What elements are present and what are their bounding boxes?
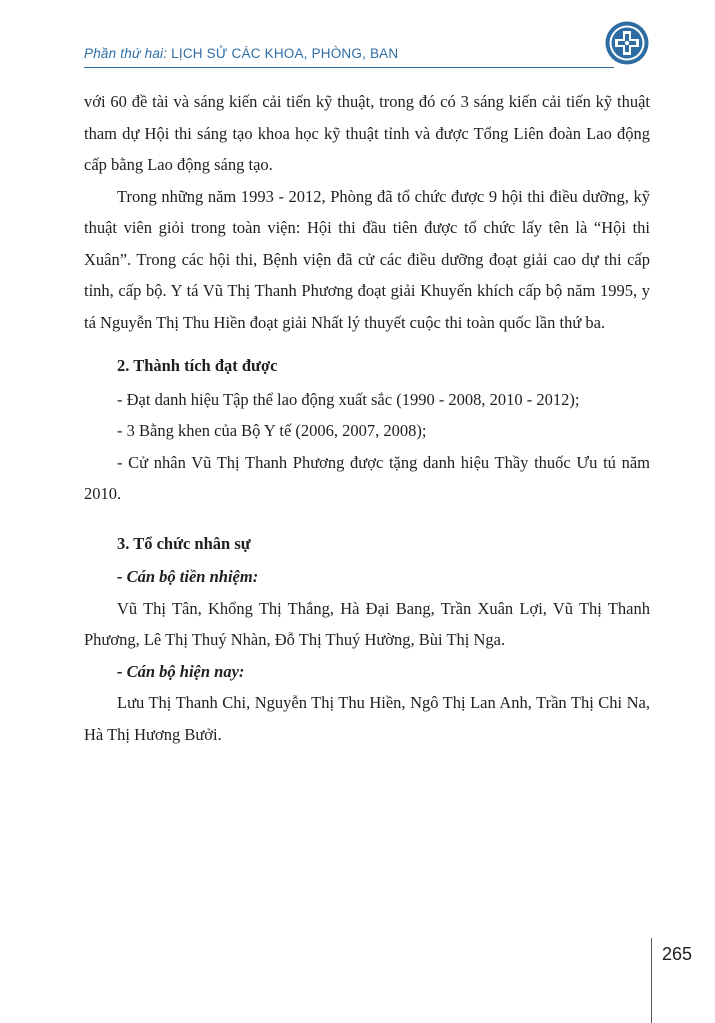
current-staff-list: Lưu Thị Thanh Chi, Nguyễn Thị Thu Hiền, Ngô Thị Lan Anh, Trần Thị Chi Na, Hà Thị Hương Bưởi. <box>84 693 650 744</box>
achievement-item: - 3 Bằng khen của Bộ Y tế (2006, 2007, 2008); <box>117 421 427 440</box>
hospital-cross-seal-icon <box>604 20 650 66</box>
header-section-title: LỊCH SỬ CÁC KHOA, PHÒNG, BAN <box>167 46 399 61</box>
paragraph-competitions: Trong những năm 1993 - 2012, Phòng đã tổ chức được 9 hội thi điều dưỡng, kỹ thuật viên giỏi trong toàn viện: Hội thi đầu tiên được tổ chức lấy tên là “Hội thi Xuân”. Trong các hội thi, Bệnh viện đã cử các điều dưỡng đoạt giải cao dự thi cấp tỉnh, cấp bộ. Y tá Vũ Thị Thanh Phương đoạt giải Khuyến khích cấp bộ năm 1995, y tá Nguyễn Thị Thu Hiền đoạt giải Nhất lý thuyết cuộc thi toàn quốc lần thứ ba. <box>84 186 650 332</box>
page-number: 265 <box>662 944 693 964</box>
subheading-current-staff: - Cán bộ hiện nay: <box>117 661 245 681</box>
page-body <box>84 86 650 750</box>
running-header <box>84 44 614 68</box>
achievement-item: - Cử nhân Vũ Thị Thanh Phương được tặng danh hiệu Thầy thuốc Ưu tú năm 2010. <box>84 452 650 503</box>
paragraph-continuation: với 60 đề tài và sáng kiến cải tiến kỹ thuật, trong đó có 3 sáng kiến cải tiến kỹ thuật tham dự Hội thi sáng tạo khoa học kỹ thuật tỉnh và được Tổng Liên đoàn Lao động cấp bằng Lao động sáng tạo. <box>84 92 650 174</box>
page-number-rule <box>651 938 652 1023</box>
header-part-label: Phần thứ hai: <box>84 46 168 61</box>
header-text <box>84 46 398 61</box>
section-heading-achievements: 2. Thành tích đạt được <box>117 356 278 375</box>
subheading-former-staff: - Cán bộ tiền nhiệm: <box>117 567 259 586</box>
section-heading-staff: 3. Tổ chức nhân sự <box>117 533 251 553</box>
former-staff-list: Vũ Thị Tân, Khổng Thị Thắng, Hà Đại Bang, Trần Xuân Lợi, Vũ Thị Thanh Phương, Lê Thị Thuý Nhàn, Đỗ Thị Thuý Hường, Bùi Thị Nga. <box>84 598 650 649</box>
achievement-item: - Đạt danh hiệu Tập thể lao động xuất sắc (1990 - 2008, 2010 - 2012); <box>117 389 580 409</box>
header-rule <box>84 67 614 68</box>
